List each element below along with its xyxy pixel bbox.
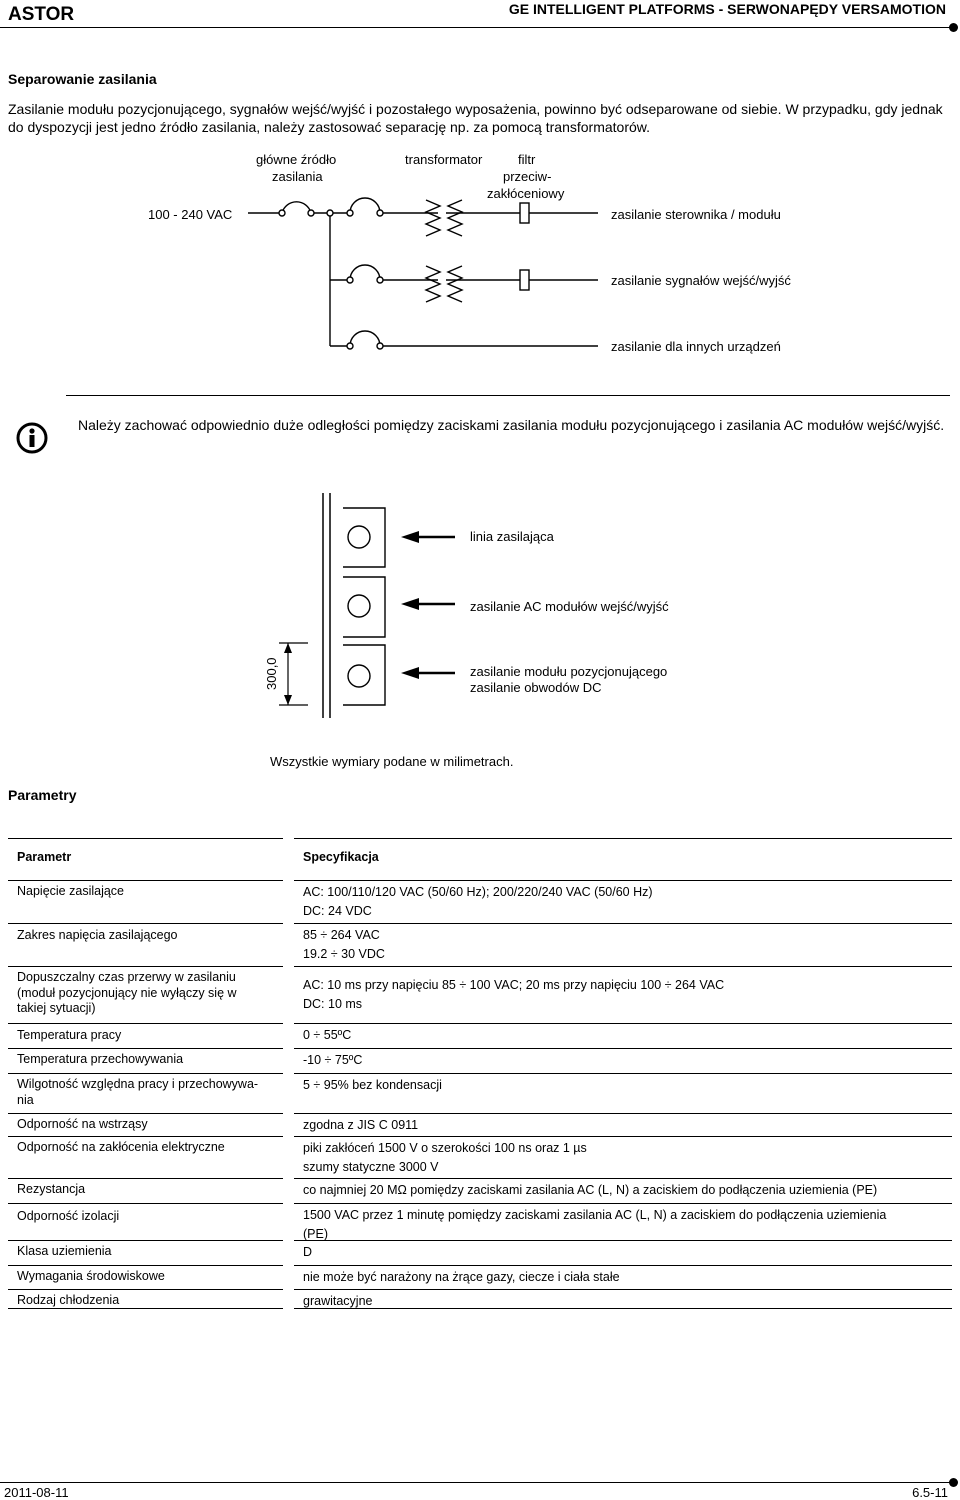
- page-number: 6.5-11: [912, 1485, 948, 1500]
- table-rule: [8, 1203, 283, 1204]
- table-rule: [8, 1289, 283, 1290]
- table-cell-spec: [294, 976, 952, 1013]
- output-label-1: zasilanie sterownika / modułu: [611, 207, 781, 222]
- table-cell-param-line: Wilgotność względna pracy i przechowywa-: [17, 1077, 259, 1091]
- table-cell-spec: [294, 1268, 952, 1287]
- table-cell-param: [8, 1140, 283, 1156]
- table-cell-spec-line: 5 ÷ 95% bez kondensacji: [303, 1078, 442, 1092]
- filter-label-2: przeciw-: [503, 169, 552, 184]
- table-cell-spec: [294, 1116, 952, 1135]
- table-rule: [294, 1289, 952, 1290]
- table-rule: [294, 1048, 952, 1049]
- main-source-label-1: główne źródło: [256, 152, 337, 167]
- footer-divider: [0, 1482, 953, 1483]
- header-dot: [949, 23, 958, 32]
- table-cell-param-line: Wymagania środowiskowe: [17, 1269, 165, 1283]
- table-rule: [8, 1265, 283, 1266]
- table-rule: [8, 880, 283, 881]
- layout-label-2: zasilanie AC modułów wejść/wyjść: [470, 599, 669, 614]
- table-rule: [294, 923, 952, 924]
- dimensions-caption: Wszystkie wymiary podane w milimetrach.: [270, 754, 514, 769]
- table-cell-param-line: Temperatura przechowywania: [17, 1052, 184, 1066]
- table-rule: [294, 838, 952, 839]
- table-rule: [8, 1023, 283, 1024]
- table-cell-param: [8, 928, 283, 944]
- table-rule: [294, 966, 952, 967]
- table-cell-spec-line: szumy statyczne 3000 V: [303, 1159, 439, 1174]
- table-rule: [8, 838, 283, 839]
- table-rule: [8, 1240, 283, 1241]
- output-label-2: zasilanie sygnałów wejść/wyjść: [611, 273, 791, 288]
- table-rule: [8, 923, 283, 924]
- table-rule: [294, 1136, 952, 1137]
- table-rule: [294, 1073, 952, 1074]
- table-cell-spec-line: piki zakłóceń 1500 V o szerokości 100 ns oraz 1 µs: [303, 1141, 587, 1155]
- table-cell-spec: [294, 1243, 952, 1262]
- table-cell-param-line: Dopuszczalny czas przerwy w zasilaniu: [17, 970, 236, 984]
- table-header-param: Parametr: [17, 850, 72, 864]
- table-cell-param: [8, 1244, 283, 1260]
- note-text: Należy zachować odpowiednio duże odległości pomiędzy zaciskami zasilania modułu pozycjonującego i zasilania AC modułów wejść/wyjść.: [78, 417, 945, 433]
- layout-label-3a: zasilanie modułu pozycjonującego: [470, 664, 668, 679]
- table-rule: [8, 1136, 283, 1137]
- table-cell-param: [8, 1293, 283, 1309]
- table-cell-param-line: Odporność izolacji: [17, 1209, 120, 1223]
- header-divider: [0, 27, 953, 28]
- main-source-label-2: zasilania: [272, 169, 323, 184]
- table-cell-spec-line: D: [303, 1245, 313, 1259]
- table-cell-spec-line: zgodna z JIS C 0911: [303, 1118, 419, 1132]
- table-rule: [294, 1023, 952, 1024]
- table-cell-param-line: Temperatura pracy: [17, 1028, 122, 1042]
- filter-label-3: zakłóceniowy: [487, 186, 565, 201]
- table-cell-spec: [294, 883, 952, 920]
- table-cell-param-line: (moduł pozycjonujący nie wyłączy się w: [17, 985, 237, 1000]
- table-cell-spec: [294, 1206, 952, 1243]
- layout-label-3b: zasilanie obwodów DC: [470, 680, 602, 695]
- table-cell-param: [8, 1117, 283, 1133]
- table-cell-param: [8, 884, 283, 900]
- dimension-label: 300,0: [264, 657, 279, 690]
- footer-dot: [949, 1478, 958, 1487]
- table-cell-spec-line: nie może być narażony na żrące gazy, ciecze i ciała stałe: [303, 1270, 620, 1284]
- transformer-label: transformator: [405, 152, 483, 167]
- table-rule: [8, 966, 283, 967]
- table-cell-spec-line: 1500 VAC przez 1 minutę pomiędzy zaciskami zasilania AC (L, N) a zaciskiem do podłączenia uziemienia: [303, 1208, 887, 1222]
- table-cell-param-line: Odporność na zakłócenia elektryczne: [17, 1140, 225, 1154]
- table-rule: [294, 1240, 952, 1241]
- table-rule: [8, 1113, 283, 1114]
- table-cell-param-line: Rodzaj chłodzenia: [17, 1293, 120, 1307]
- brand-name: ASTOR: [8, 4, 75, 25]
- table-cell-spec: [294, 1139, 952, 1176]
- table-cell-spec-line: AC: 100/110/120 VAC (50/60 Hz); 200/220/240 VAC (50/60 Hz): [303, 885, 653, 899]
- table-cell-spec-line: DC: 24 VDC: [303, 903, 372, 918]
- table-cell-param-line: Odporność na wstrząsy: [17, 1117, 148, 1131]
- table-rule: [294, 1308, 952, 1309]
- table-cell-spec: [294, 1051, 952, 1070]
- table-cell-param-line: Klasa uziemienia: [17, 1244, 112, 1258]
- document-title: GE INTELLIGENT PLATFORMS - SERWONAPĘDY VERSAMOTION: [508, 1, 946, 17]
- table-rule: [294, 1178, 952, 1179]
- table-rule: [8, 1308, 283, 1309]
- table-rule: [294, 1113, 952, 1114]
- table-rule: [8, 1048, 283, 1049]
- layout-label-1: linia zasilająca: [470, 529, 554, 544]
- table-rule: [294, 880, 952, 881]
- table-rule: [8, 1178, 283, 1179]
- filter-label-1: filtr: [518, 152, 536, 167]
- table-cell-param-line: Rezystancja: [17, 1182, 86, 1196]
- terminal-spacing-diagram: [0, 485, 960, 775]
- table-cell-spec: [294, 1076, 952, 1095]
- section-paragraph: Zasilanie modułu pozycjonującego, sygnałów wejść/wyjść i pozostałego wyposażenia, powinno być odseparowane od siebie. W przypadku, gdy jednak do dyspozycji jest jedno źródło zasilania, należy zastosować separację np. za pomocą transformatorów.: [8, 101, 943, 135]
- table-cell-spec-line: grawitacyjne: [303, 1294, 373, 1308]
- input-voltage-label: 100 - 240 VAC: [148, 207, 233, 222]
- table-cell-param: [8, 1028, 283, 1044]
- table-cell-spec: [294, 1181, 952, 1200]
- table-cell-spec-line: 19.2 ÷ 30 VDC: [303, 946, 385, 961]
- output-label-3: zasilanie dla innych urządzeń: [611, 339, 781, 354]
- table-cell-param-line: Zakres napięcia zasilającego: [17, 928, 178, 942]
- table-cell-param: [8, 1209, 283, 1225]
- table-cell-spec-line: 85 ÷ 264 VAC: [303, 928, 380, 942]
- table-rule: [8, 1073, 283, 1074]
- table-cell-param-line: nia: [17, 1092, 34, 1107]
- table-cell-param: [8, 1077, 283, 1108]
- parameters-title: Parametry: [8, 787, 77, 803]
- table-cell-spec: [294, 926, 952, 963]
- table-cell-spec: [294, 1026, 952, 1045]
- note-divider: [66, 395, 950, 396]
- table-header-spec: Specyfikacja: [303, 850, 379, 864]
- table-cell-spec-line: 0 ÷ 55ºC: [303, 1028, 352, 1042]
- table-cell-param-line: Napięcie zasilające: [17, 884, 125, 898]
- table-rule: [294, 1203, 952, 1204]
- table-cell-spec-line: (PE): [303, 1226, 328, 1241]
- table-cell-spec-line: DC: 10 ms: [303, 996, 363, 1011]
- power-separation-diagram: [0, 140, 960, 370]
- info-icon: [16, 422, 48, 454]
- table-cell-param: [8, 970, 283, 1017]
- table-cell-param: [8, 1052, 283, 1068]
- table-cell-param: [8, 1269, 283, 1285]
- table-cell-spec-line: AC: 10 ms przy napięciu 85 ÷ 100 VAC; 20 ms przy napięciu 100 ÷ 264 VAC: [303, 978, 725, 992]
- table-cell-param-line: takiej sytuacji): [17, 1001, 96, 1015]
- table-cell-param: [8, 1182, 283, 1198]
- table-cell-spec-line: co najmniej 20 MΩ pomiędzy zaciskami zasilania AC (L, N) a zaciskiem do podłączenia uziemienia (PE): [303, 1183, 878, 1197]
- table-rule: [294, 1265, 952, 1266]
- section-title: Separowanie zasilania: [8, 71, 157, 87]
- table-cell-spec-line: -10 ÷ 75ºC: [303, 1053, 363, 1067]
- footer-date: 2011-08-11: [4, 1485, 69, 1500]
